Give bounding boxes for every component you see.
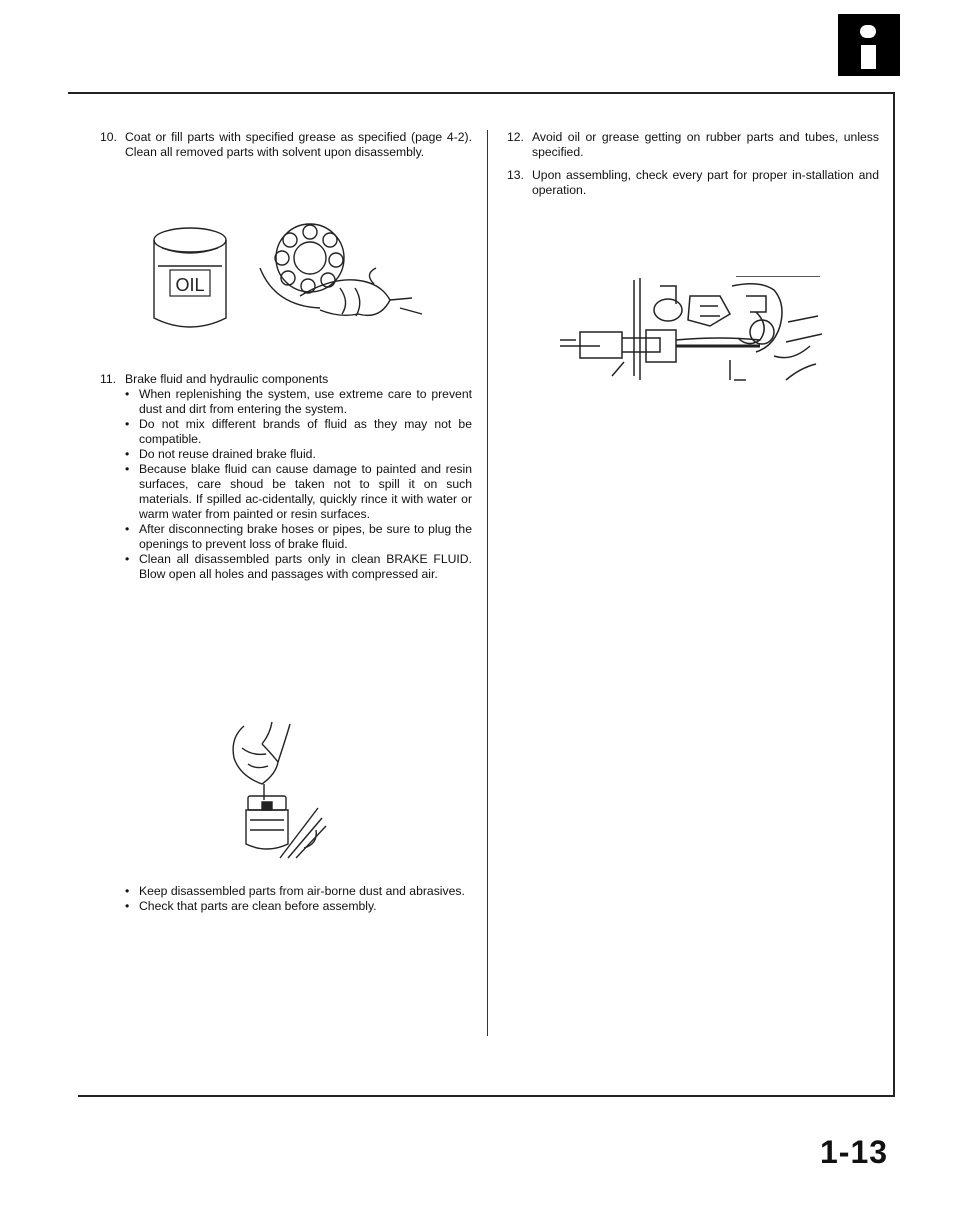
bottom-rule [78,1095,895,1097]
info-icon [838,14,900,76]
left-column-bottom [100,884,472,914]
oil-can-label: OIL [175,275,205,295]
item-text: Avoid oil or grease getting on rubber parts and tubes, unless specified. [532,130,879,159]
brake-fluid-bullets [100,387,472,582]
bullet-item: • After disconnecting brake hoses or pipes, be sure to plug the openings to prevent loss of brake fluid. [125,522,472,551]
item-13 [507,168,879,198]
item-12 [507,130,879,160]
bullet-item: • Do not mix different brands of fluid as they may not be compatible. [125,417,472,446]
brake-fluid-pour-illustration [222,718,332,868]
right-rule [893,92,895,1096]
left-column [100,130,472,160]
page-number: 1-13 [820,1134,889,1170]
oil-grease-illustration [150,218,450,338]
bullet-item: • Keep disassembled parts from air-borne dust and abrasives. [125,884,465,898]
bullet-item: • When replenishing the system, use extreme care to prevent dust and dirt from entering the system. [125,387,472,416]
top-rule [68,92,894,94]
cleanliness-bullets [100,884,472,914]
item-number: 12. [507,130,524,144]
item-text: Upon assembling, check every part for proper in-stallation and operation. [532,168,879,197]
item-text: Coat or fill parts with specified grease as specified (page 4-2). Clean all removed parts with solvent upon disassembly. [125,130,472,159]
brake-line-illustration [560,276,830,386]
left-column-lower [100,372,472,582]
bullet-item: • Check that parts are clean before assembly. [125,899,377,913]
item-number: 11. [100,372,117,386]
item-11 [100,372,472,387]
item-number: 13. [507,168,524,182]
column-divider [487,130,488,1036]
bullet-item: • Clean all disassembled parts only in clean BRAKE FLUID. Blow open all holes and passages with compressed air. [125,552,472,581]
right-column [507,130,879,198]
item-number: 10. [100,130,117,144]
bullet-item: • Because blake fluid can cause damage to painted and resin surfaces, care shoud be taken not to spill it on such materials. If spilled ac-cidentally, quickly rince it with water or warm water from painted or resin surfaces. [125,462,472,521]
item-text: Brake fluid and hydraulic components [125,372,329,386]
bullet-item: • Do not reuse drained brake fluid. [125,447,316,461]
item-10 [100,130,472,160]
